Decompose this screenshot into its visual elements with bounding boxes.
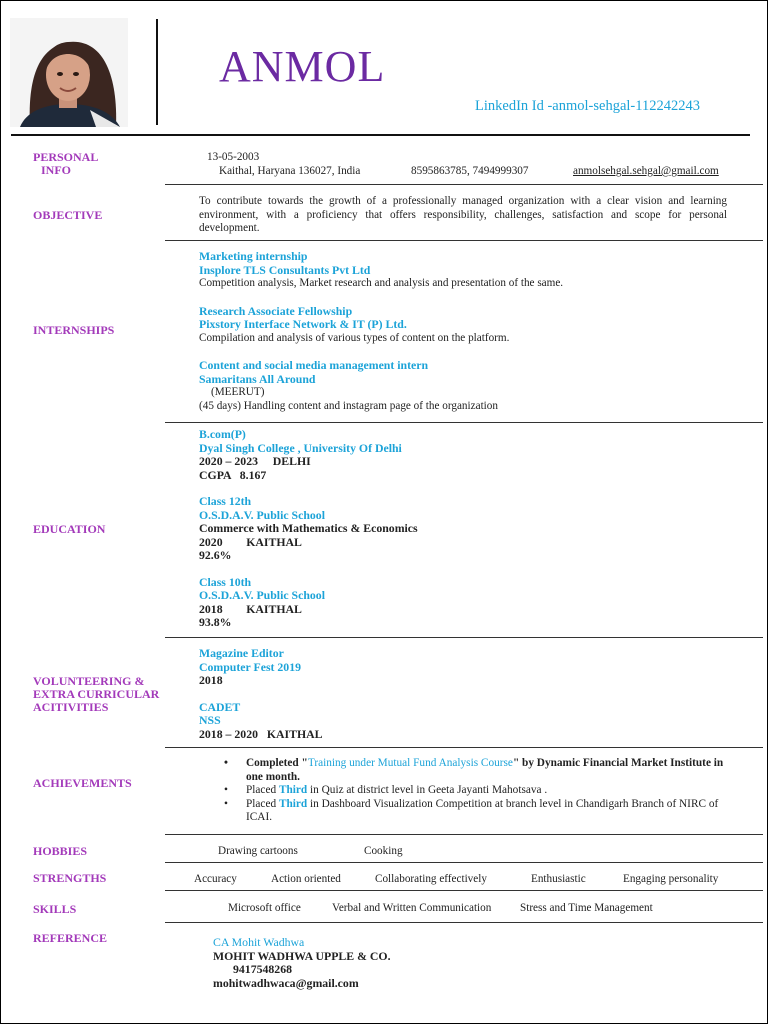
phone: 8595863785, 7494999307: [411, 165, 529, 177]
bullet-icon: •: [224, 784, 228, 796]
education-score: 93.8%: [199, 615, 232, 629]
section-rule: [165, 862, 763, 863]
reference-name: CA Mohit Wadhwa: [213, 935, 305, 949]
internship-title: Research Associate Fellowship: [199, 303, 353, 318]
education-school: Dyal Singh College , University Of Delhi: [199, 440, 402, 455]
section-rule: [165, 637, 763, 638]
volunteering-item: [199, 701, 759, 742]
objective-text: To contribute towards the growth of a professionally managed organization with a clear vision and learning environment, with a proficiency that offers responsibility, challenges, satisfaction and scope for personal development.: [199, 195, 727, 234]
internship-item: [199, 250, 759, 291]
volunteering-item: [199, 647, 759, 688]
internships-label: INTERNSHIPS: [33, 323, 115, 337]
strength-item: Action oriented: [271, 873, 341, 885]
reference-firm: MOHIT WADHWA UPPLE & CO.: [213, 948, 391, 963]
volunteering-role: Magazine Editor: [199, 646, 284, 660]
achievements-label: ACHIEVEMENTS: [33, 776, 132, 790]
education-stream: Commerce with Mathematics & Economics: [199, 521, 418, 535]
header-rule: [11, 134, 750, 136]
reference-phone: 9417548268: [233, 962, 292, 976]
education-degree: B.com(P): [199, 427, 246, 441]
internship-title: Content and social media management intern: [199, 358, 429, 372]
education-list: [199, 428, 759, 630]
candidate-name: ANMOL: [219, 42, 386, 91]
section-rule: [165, 747, 763, 748]
strengths-label: STRENGTHS: [33, 871, 107, 885]
internship-company: Insplore TLS Consultants Pvt Ltd: [199, 262, 371, 277]
internship-title: Marketing internship: [199, 249, 308, 263]
achievements-list: [224, 757, 726, 825]
reference-email: mohitwadhwaca@gmail.com: [213, 975, 359, 990]
internship-company: Samaritans All Around: [199, 371, 316, 386]
section-rule: [165, 890, 763, 891]
education-degree: Class 12th: [199, 494, 252, 508]
internship-desc: Competition analysis, Market research and analysis and presentation of the same.: [199, 277, 564, 289]
reference-block: [213, 936, 391, 990]
education-score: CGPA 8.167: [199, 467, 267, 482]
reference-label: REFERENCE: [33, 931, 108, 945]
header-divider: [156, 19, 158, 125]
profile-photo: [10, 18, 128, 127]
internship-item: [199, 359, 759, 413]
education-school: O.S.D.A.V. Public School: [199, 588, 325, 602]
skill-item: Microsoft office: [228, 902, 301, 914]
email-link[interactable]: anmolsehgal.sehgal@gmail.com: [573, 165, 719, 177]
strength-item: Engaging personality: [623, 873, 719, 885]
address: Kaithal, Haryana 136027, India: [219, 165, 361, 177]
hobby-item: Drawing cartoons: [218, 845, 298, 857]
education-years: 2020 KAITHAL: [199, 534, 302, 549]
skills-label: SKILLS: [33, 902, 77, 916]
education-item: [199, 495, 759, 563]
skill-item: Verbal and Written Communication: [332, 902, 492, 914]
skill-item: Stress and Time Management: [520, 902, 653, 914]
education-degree: Class 10th: [199, 574, 252, 589]
section-rule: [165, 922, 763, 923]
strength-item: Accuracy: [194, 873, 237, 885]
internship-list: [199, 250, 759, 413]
education-school: O.S.D.A.V. Public School: [199, 507, 325, 522]
volunteering-list: [199, 647, 759, 741]
bullet-icon: •: [224, 797, 228, 810]
dob: 13-05-2003: [207, 151, 260, 163]
section-rule: [165, 422, 763, 423]
education-item: [199, 428, 759, 482]
education-label: EDUCATION: [33, 522, 106, 536]
education-item: [199, 576, 759, 630]
hobby-item: Cooking: [364, 845, 403, 857]
objective-label: OBJECTIVE: [33, 208, 103, 222]
education-years: 2018 KAITHAL: [199, 601, 302, 616]
internship-location: (MEERUT): [211, 386, 265, 398]
volunteering-year: 2018 – 2020 KAITHAL: [199, 726, 323, 741]
section-rule: [165, 834, 763, 835]
education-score: 92.6%: [199, 548, 232, 562]
section-rule: [165, 184, 763, 185]
personal-info-label: PERSONAL INFO: [33, 150, 99, 177]
internship-company: Pixstory Interface Network & IT (P) Ltd.: [199, 317, 407, 331]
linkedin-id: LinkedIn Id -anmol-sehgal-112242243: [475, 98, 700, 114]
education-years: 2020 – 2023 DELHI: [199, 454, 311, 468]
internship-desc: (45 days) Handling content and instagram page of the organization: [199, 399, 498, 412]
bullet-icon: •: [224, 757, 228, 769]
internship-item: [199, 305, 759, 346]
achievement-item: • Placed Third in Dashboard Visualization Competition at branch level in Chandigarh Branch of NIRC of ICAI.: [224, 797, 719, 823]
volunteering-org: NSS: [199, 713, 221, 727]
volunteering-role: CADET: [199, 699, 241, 714]
achievement-item: • Completed "Training under Mutual Fund Analysis Course" by Dynamic Financial Market Institute in one month.: [224, 757, 724, 783]
strength-item: Collaborating effectively: [375, 873, 487, 885]
achievement-item: • Placed Third in Quiz at district level in Geeta Jayanti Mahotsava .: [224, 784, 548, 796]
profile-photo-image: [10, 18, 128, 127]
section-rule: [165, 240, 763, 241]
volunteering-year: 2018: [199, 673, 223, 687]
internship-desc: Compilation and analysis of various types of content on the platform.: [199, 331, 510, 344]
volunteering-label: VOLUNTEERING & EXTRA CURRICULAR ACITIVITIES: [33, 674, 160, 714]
volunteering-org: Computer Fest 2019: [199, 659, 302, 674]
hobbies-label: HOBBIES: [33, 844, 88, 858]
strength-item: Enthusiastic: [531, 873, 586, 885]
